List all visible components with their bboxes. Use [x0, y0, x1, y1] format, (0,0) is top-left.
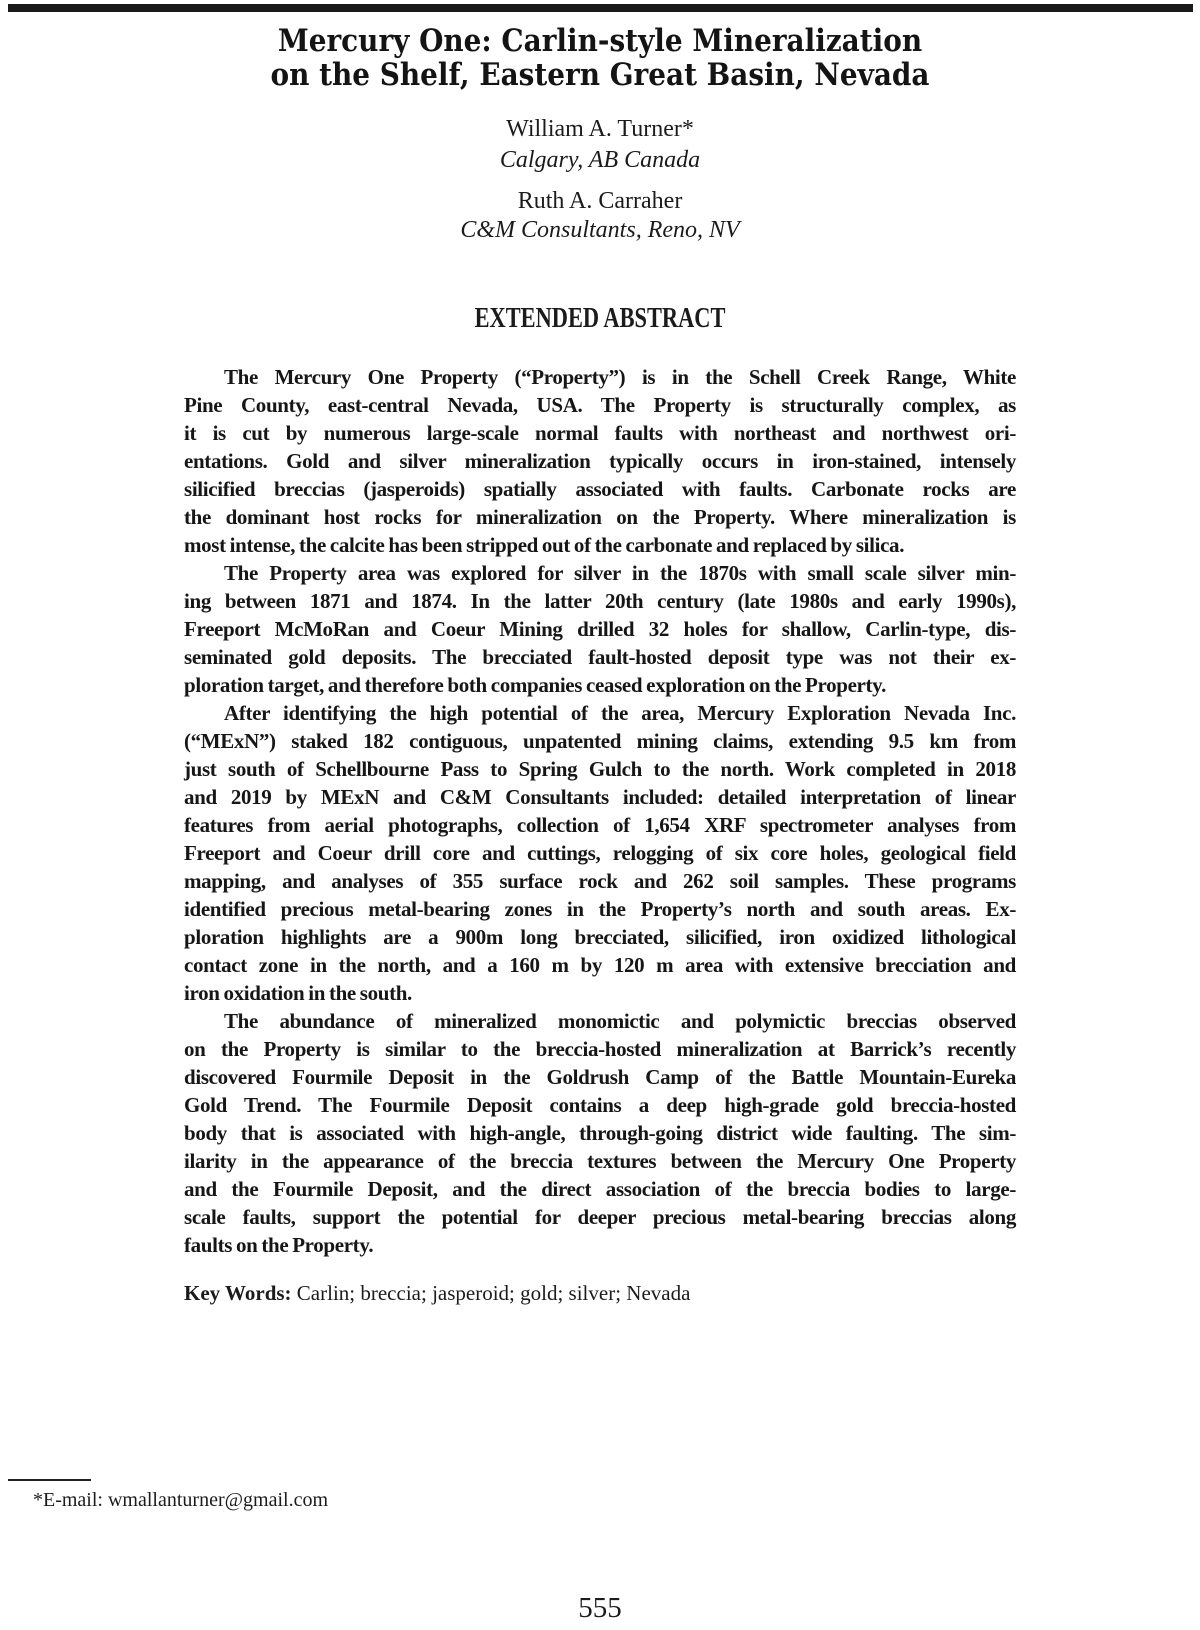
abstract-line: The Property area was explored for silver in the 1870s with small scale silver min-	[224, 561, 1016, 585]
abstract-line: ploration highlights are a 900m long brecciated, silicified, iron oxidized lithological	[184, 925, 1016, 949]
paper-title	[0, 24, 1200, 92]
footnote-email: *E-mail: wmallanturner@gmail.com	[33, 1489, 328, 1511]
abstract-line: seminated gold deposits. The brecciated fault-hosted deposit type was not their ex-	[184, 645, 1016, 669]
keywords-line	[184, 1279, 1016, 1307]
top-border-rule	[8, 4, 1193, 12]
abstract-body	[184, 363, 1016, 1259]
abstract-line: most intense, the calcite has been stripped out of the carbonate and replaced by silica.	[184, 533, 905, 557]
author-affiliation-1: Calgary, AB Canada	[499, 147, 701, 173]
abstract-line: and 2019 by MExN and C&M Consultants included: detailed interpretation of linear	[184, 785, 1016, 809]
abstract-line: features from aerial photographs, collection of 1,654 XRF spectrometer analyses from	[184, 813, 1016, 837]
abstract-line: Freeport and Coeur drill core and cuttings, relogging of six core holes, geological field	[184, 841, 1016, 865]
abstract-line: iron oxidation in the south.	[184, 981, 412, 1005]
author-name-2: Ruth A. Carraher	[517, 188, 683, 214]
abstract-line: mapping, and analyses of 355 surface rock and 262 soil samples. These programs	[184, 869, 1016, 893]
abstract-line: The Mercury One Property (“Property”) is in the Schell Creek Range, White	[224, 365, 1016, 389]
abstract-heading: EXTENDED ABSTRACT	[474, 303, 726, 334]
abstract-line: scale faults, support the potential for deeper precious metal-bearing breccias along	[184, 1205, 1016, 1229]
abstract-line: silicified breccias (jasperoids) spatially associated with faults. Carbonate rocks are	[184, 477, 1016, 501]
abstract-line: The abundance of mineralized monomictic and polymictic breccias observed	[224, 1009, 1016, 1033]
abstract-line: faults on the Property.	[184, 1233, 374, 1257]
abstract-line: identified precious metal-bearing zones in the Property’s north and south areas. Ex-	[184, 897, 1016, 921]
abstract-line: it is cut by numerous large-scale normal faults with northeast and northwest ori-	[184, 421, 1016, 445]
abstract-line: just south of Schellbourne Pass to Spring Gulch to the north. Work completed in 2018	[184, 757, 1016, 781]
abstract-line: contact zone in the north, and a 160 m by 120 m area with extensive brecciation and	[184, 953, 1016, 977]
abstract-line: on the Property is similar to the breccia-hosted mineralization at Barrick’s recently	[184, 1037, 1016, 1061]
abstract-line: ilarity in the appearance of the breccia textures between the Mercury One Property	[184, 1149, 1016, 1173]
abstract-line: ploration target, and therefore both companies ceased exploration on the Property.	[184, 673, 887, 697]
keywords-label: Key Words:	[184, 1281, 292, 1305]
abstract-line: Pine County, east-central Nevada, USA. The Property is structurally complex, as	[184, 393, 1016, 417]
abstract-line: ing between 1871 and 1874. In the latter 20th century (late 1980s and early 1990s),	[184, 589, 1016, 613]
abstract-line: After identifying the high potential of the area, Mercury Exploration Nevada Inc.	[224, 701, 1016, 725]
abstract-line: and the Fourmile Deposit, and the direct association of the breccia bodies to large-	[184, 1177, 1016, 1201]
abstract-line: body that is associated with high-angle, through-going district wide faulting. The sim-	[184, 1121, 1016, 1145]
footnote-rule	[8, 1479, 91, 1481]
abstract-line: entations. Gold and silver mineralization typically occurs in iron-stained, intensely	[184, 449, 1016, 473]
page-number: 555	[578, 1592, 622, 1624]
paper-title-line-2: on the Shelf, Eastern Great Basin, Nevada	[270, 57, 930, 93]
abstract-line: (“MExN”) staked 182 contiguous, unpatented mining claims, extending 9.5 km from	[184, 729, 1016, 753]
abstract-line: the dominant host rocks for mineralization on the Property. Where mineralization is	[184, 505, 1016, 529]
keywords-text: Carlin; breccia; jasperoid; gold; silver; Nevada	[291, 1281, 691, 1305]
author-name-1: William A. Turner*	[506, 116, 694, 142]
abstract-line: discovered Fourmile Deposit in the Goldrush Camp of the Battle Mountain-Eureka	[184, 1065, 1016, 1089]
author-affiliation-2: C&M Consultants, Reno, NV	[460, 217, 740, 243]
paper-title-line-1: Mercury One: Carlin-style Mineralization	[277, 23, 923, 59]
abstract-line: Gold Trend. The Fourmile Deposit contains a deep high-grade gold breccia-hosted	[184, 1093, 1016, 1117]
abstract-line: Freeport McMoRan and Coeur Mining drilled 32 holes for shallow, Carlin-type, dis-	[184, 617, 1016, 641]
